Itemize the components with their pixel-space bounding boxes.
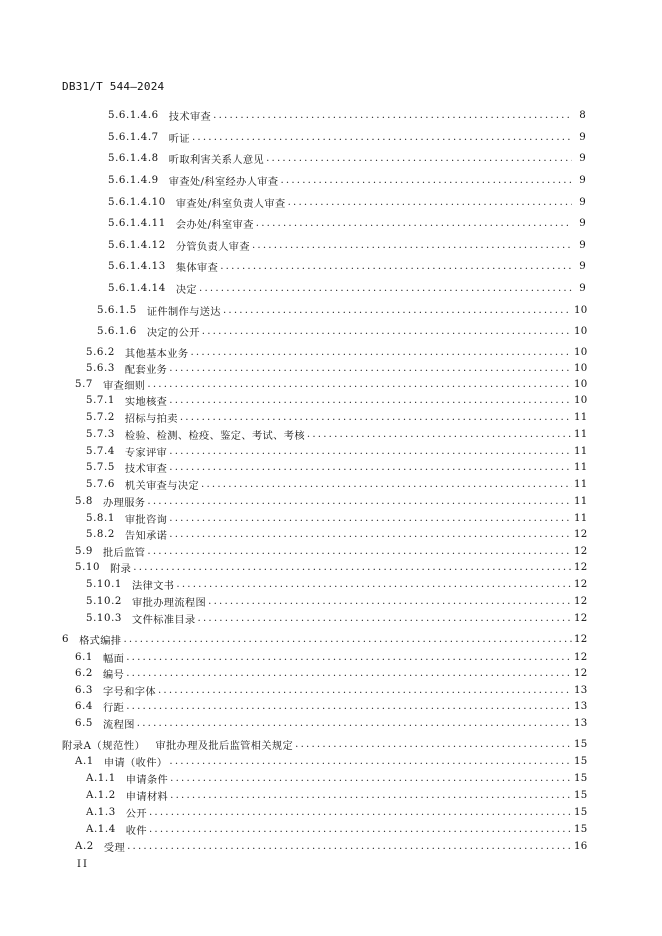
toc-entry[interactable] bbox=[86, 594, 586, 608]
toc-entry-page: 12 bbox=[574, 578, 588, 590]
dot-leader bbox=[149, 807, 572, 818]
toc-entry-page: 9 bbox=[579, 217, 586, 229]
toc-entry[interactable] bbox=[86, 444, 586, 458]
toc-entry-page: 13 bbox=[574, 684, 588, 696]
toc-entry[interactable] bbox=[75, 650, 586, 664]
toc-entry-title: 告知承诺 bbox=[124, 530, 168, 542]
toc-entry-number: A.1.2 bbox=[86, 789, 116, 801]
toc-entry[interactable] bbox=[108, 130, 586, 144]
toc-entry-number: 5.6.1.4.8 bbox=[108, 152, 159, 164]
toc-entry-title: 机关审查与决定 bbox=[124, 480, 200, 492]
dot-leader bbox=[170, 790, 572, 801]
dot-leader bbox=[149, 824, 572, 835]
toc-entry[interactable] bbox=[86, 805, 586, 819]
toc-entry-page: 9 bbox=[579, 174, 586, 186]
toc-entry[interactable] bbox=[75, 560, 586, 574]
toc-entry-number: 5.6.3 bbox=[86, 362, 115, 374]
toc-entry[interactable] bbox=[75, 716, 586, 730]
toc-entry-page: 11 bbox=[574, 495, 588, 507]
toc-entry-title: 听证 bbox=[168, 133, 190, 145]
toc-entry-title: 决定 bbox=[175, 284, 198, 296]
dot-leader bbox=[307, 429, 572, 440]
toc-entry-page: 12 bbox=[574, 633, 588, 645]
toc-entry-title: 实地核查 bbox=[124, 396, 168, 408]
dot-leader bbox=[170, 773, 572, 784]
toc-entry-page: 10 bbox=[574, 304, 588, 316]
toc-entry-title: 申请材料 bbox=[125, 791, 169, 803]
toc-entry-number: A.2 bbox=[75, 840, 94, 852]
toc-entry-number: A.1.4 bbox=[86, 823, 116, 835]
toc-entry-page: 11 bbox=[574, 478, 588, 490]
toc-entry-title: 审批办理流程图 bbox=[132, 597, 207, 609]
toc-entry-page: 15 bbox=[574, 823, 588, 835]
dot-leader bbox=[208, 596, 572, 607]
toc-entry-number: 5.6.1.4.7 bbox=[108, 131, 159, 143]
toc-entry-title: 幅面 bbox=[103, 653, 125, 665]
toc-entry-title: 申请（收件） bbox=[103, 757, 168, 769]
toc-entry-number: 5.6.1.5 bbox=[97, 304, 137, 316]
dot-leader bbox=[190, 347, 572, 358]
dot-leader bbox=[288, 197, 572, 208]
toc-entry-page: 15 bbox=[574, 772, 588, 784]
dot-leader bbox=[147, 496, 572, 507]
toc-entry-title: 审查处/科室经办人审查 bbox=[168, 176, 279, 188]
toc-entry[interactable] bbox=[75, 683, 586, 697]
dot-leader bbox=[169, 462, 572, 473]
dot-leader bbox=[256, 218, 572, 229]
toc-entry-title: 办理服务 bbox=[103, 497, 146, 509]
toc-entry-title: 编号 bbox=[103, 669, 125, 681]
toc-entry-page: 10 bbox=[574, 378, 588, 390]
toc-entry-title: 审批办理及批后监管相关规定 bbox=[155, 740, 294, 752]
dot-leader bbox=[198, 613, 572, 624]
toc-entry-page: 10 bbox=[574, 362, 588, 374]
toc-entry-title: 会办处/科室审查 bbox=[175, 219, 254, 231]
toc-entry-page: 9 bbox=[579, 196, 586, 208]
toc-entry-number: 5.10.3 bbox=[86, 612, 123, 624]
toc-entry-number: 6.2 bbox=[75, 667, 94, 679]
toc-entry-page: 16 bbox=[574, 840, 588, 852]
toc-entry-number: 5.7.1 bbox=[86, 394, 115, 406]
dot-leader bbox=[126, 668, 572, 679]
toc-entry[interactable] bbox=[86, 822, 586, 836]
dot-leader bbox=[199, 283, 572, 294]
toc-entry[interactable] bbox=[108, 238, 586, 252]
dot-leader bbox=[158, 685, 572, 696]
toc-entry-number: 5.7.5 bbox=[86, 461, 115, 473]
toc-entry[interactable] bbox=[108, 281, 586, 295]
toc-entry-title: 配套业务 bbox=[124, 364, 168, 376]
toc-entry-title: 受理 bbox=[103, 842, 126, 854]
toc-entry-page: 11 bbox=[574, 512, 588, 524]
dot-leader bbox=[180, 412, 572, 423]
toc-entry-title: 其他基本业务 bbox=[124, 348, 189, 360]
toc-entry[interactable] bbox=[108, 108, 586, 122]
toc-entry-number: 附录A（规范性） bbox=[62, 740, 146, 752]
toc-entry-title: 审批咨询 bbox=[124, 514, 168, 526]
toc-entry-title: 申请条件 bbox=[125, 774, 169, 786]
dot-leader bbox=[126, 652, 572, 663]
toc-entry-page: 13 bbox=[574, 717, 588, 729]
dot-leader bbox=[176, 579, 572, 590]
toc-entry-page: 9 bbox=[579, 131, 586, 143]
toc-entry-title: 格式编排 bbox=[79, 635, 122, 647]
toc-entry[interactable] bbox=[75, 544, 586, 558]
toc-entry-number: A.1.1 bbox=[86, 772, 116, 784]
toc-entry-page: 15 bbox=[574, 738, 588, 750]
toc-entry-number: 5.6.1.4.10 bbox=[108, 196, 166, 208]
toc-entry[interactable] bbox=[75, 699, 586, 713]
toc-entry[interactable] bbox=[86, 611, 586, 625]
toc-entry-page: 11 bbox=[574, 445, 588, 457]
toc-entry-page: 10 bbox=[574, 325, 588, 337]
toc-entry-title: 文件标准目录 bbox=[132, 614, 196, 626]
toc-entry-number: 5.7.3 bbox=[86, 428, 115, 440]
toc-entry-title: 招标与拍卖 bbox=[124, 413, 178, 425]
toc-entry-number: 5.7.6 bbox=[86, 478, 115, 490]
toc-entry[interactable] bbox=[97, 303, 586, 317]
toc-entry-page: 12 bbox=[574, 545, 588, 557]
toc-entry-title: 分管负责人审查 bbox=[175, 241, 250, 253]
toc-entry-number: 5.6.1.4.11 bbox=[108, 217, 166, 229]
toc-entry-title: 审查处/科室负责人审查 bbox=[175, 198, 286, 210]
toc-entry-number: 5.10 bbox=[75, 561, 101, 573]
toc-entry[interactable] bbox=[62, 737, 586, 751]
toc-entry-number: 5.6.1.4.12 bbox=[108, 239, 166, 251]
toc-entry-page: 12 bbox=[574, 612, 588, 624]
page-number-roman: II bbox=[77, 859, 89, 870]
dot-leader bbox=[169, 395, 572, 406]
toc-entry-title: 字号和字体 bbox=[103, 686, 156, 698]
dot-leader bbox=[213, 110, 572, 121]
toc-entry-page: 10 bbox=[574, 346, 588, 358]
toc-entry[interactable] bbox=[108, 195, 586, 209]
toc-entry[interactable] bbox=[86, 460, 586, 474]
toc-entry[interactable] bbox=[86, 771, 586, 785]
dot-leader bbox=[127, 841, 572, 852]
toc-entry-page: 12 bbox=[574, 561, 588, 573]
toc-entry-title: 公开 bbox=[125, 808, 147, 820]
toc-entry-page: 12 bbox=[574, 528, 588, 540]
toc-entry[interactable] bbox=[62, 632, 586, 646]
dot-leader bbox=[202, 326, 572, 337]
toc-entry-number: 5.8.2 bbox=[86, 528, 115, 540]
toc-entry-number: 5.7.2 bbox=[86, 411, 115, 423]
toc-entry-page: 10 bbox=[574, 394, 588, 406]
toc-entry-number: 5.6.1.4.13 bbox=[108, 260, 166, 272]
toc-entry-title: 集体审查 bbox=[175, 262, 219, 274]
dot-leader bbox=[266, 153, 572, 164]
toc-entry-number: 5.6.1.4.14 bbox=[108, 282, 166, 294]
toc-entry[interactable] bbox=[86, 410, 586, 424]
dot-leader bbox=[169, 529, 572, 540]
toc-entry-number: 6.1 bbox=[75, 651, 94, 663]
dot-leader bbox=[252, 240, 572, 251]
toc-entry-number: 5.6.1.4.6 bbox=[108, 109, 159, 121]
toc-entry-title: 法律文书 bbox=[132, 580, 175, 592]
toc-entry-page: 11 bbox=[574, 411, 588, 423]
toc-entry-title: 听取利害关系人意见 bbox=[168, 154, 265, 166]
document-code: DB31/T 544—2024 bbox=[62, 80, 165, 93]
toc-entry-number: 5.10.2 bbox=[86, 595, 123, 607]
toc-entry-title: 检验、检测、检疫、鉴定、考试、考核 bbox=[124, 430, 305, 442]
toc-entry[interactable] bbox=[86, 393, 586, 407]
toc-entry-page: 12 bbox=[574, 651, 588, 663]
toc-entry-number: 5.7.4 bbox=[86, 445, 115, 457]
toc-entry-number: 6 bbox=[62, 633, 70, 645]
toc-entry[interactable] bbox=[108, 216, 586, 230]
toc-entry[interactable] bbox=[108, 173, 586, 187]
dot-leader bbox=[192, 132, 572, 143]
toc-entry[interactable] bbox=[108, 151, 586, 165]
toc-entry-title: 批后监管 bbox=[103, 547, 146, 559]
toc-entry[interactable] bbox=[75, 494, 586, 508]
dot-leader bbox=[201, 479, 572, 490]
toc-entry-page: 11 bbox=[574, 461, 588, 473]
dot-leader bbox=[147, 379, 572, 390]
toc-entry-title: 收件 bbox=[125, 825, 147, 837]
toc-entry-title: 技术审查 bbox=[124, 463, 168, 475]
toc-entry[interactable] bbox=[75, 839, 586, 853]
toc-entry-title: 技术审查 bbox=[168, 111, 212, 123]
toc-entry-page: 9 bbox=[579, 260, 586, 272]
dot-leader bbox=[223, 305, 572, 316]
toc-entry-page: 15 bbox=[574, 789, 588, 801]
toc-entry[interactable] bbox=[75, 377, 586, 391]
toc-entry-title: 决定的公开 bbox=[146, 327, 200, 339]
toc-entry-number: 6.5 bbox=[75, 717, 94, 729]
toc-entry-number: 5.8 bbox=[75, 495, 94, 507]
toc-entry-page: 13 bbox=[574, 700, 588, 712]
dot-leader bbox=[137, 718, 572, 729]
toc-entry[interactable] bbox=[86, 345, 586, 359]
toc-entry-number: 5.10.1 bbox=[86, 578, 123, 590]
toc-entry-number: 5.6.1.4.9 bbox=[108, 174, 159, 186]
toc-entry[interactable] bbox=[75, 754, 586, 768]
dot-leader bbox=[169, 446, 572, 457]
toc-entry-title: 专家评审 bbox=[124, 447, 168, 459]
dot-leader bbox=[123, 634, 572, 645]
toc-entry-number: 5.6.1.6 bbox=[97, 325, 137, 337]
dot-leader bbox=[280, 175, 572, 186]
toc-entry-title: 附录 bbox=[110, 563, 132, 575]
toc-entry-page: 9 bbox=[579, 282, 586, 294]
dot-leader bbox=[169, 513, 572, 524]
toc-entry-page: 9 bbox=[579, 239, 586, 251]
dot-leader bbox=[220, 261, 572, 272]
toc-entry[interactable] bbox=[86, 511, 586, 525]
toc-entry-title: 证件制作与送达 bbox=[146, 306, 221, 318]
toc-entry[interactable] bbox=[86, 577, 586, 591]
toc-entry[interactable] bbox=[86, 477, 586, 491]
toc-entry-number: 6.4 bbox=[75, 700, 94, 712]
toc-entry[interactable] bbox=[86, 361, 586, 375]
toc-entry-page: 11 bbox=[574, 428, 588, 440]
dot-leader bbox=[133, 562, 572, 573]
dot-leader bbox=[169, 363, 572, 374]
toc-entry-title: 流程图 bbox=[103, 719, 135, 731]
toc-entry-page: 12 bbox=[574, 667, 588, 679]
toc-entry-number: A.1 bbox=[75, 755, 94, 767]
toc-entry-page: 12 bbox=[574, 595, 588, 607]
toc-entry[interactable] bbox=[97, 324, 586, 338]
toc-entry-page: 8 bbox=[579, 109, 586, 121]
toc-entry-number: 6.3 bbox=[75, 684, 94, 696]
toc-entry[interactable] bbox=[108, 259, 586, 273]
toc-entry[interactable] bbox=[86, 788, 586, 802]
toc-entry[interactable] bbox=[86, 527, 586, 541]
toc-entry-title: 审查细则 bbox=[103, 380, 146, 392]
dot-leader bbox=[147, 546, 572, 557]
toc-entry-title: 行距 bbox=[103, 702, 125, 714]
dot-leader bbox=[169, 756, 572, 767]
dot-leader bbox=[295, 739, 572, 750]
toc-entry-number: 5.6.2 bbox=[86, 346, 115, 358]
toc-entry[interactable] bbox=[75, 666, 586, 680]
toc-entry-page: 15 bbox=[574, 755, 588, 767]
toc-entry-number: 5.7 bbox=[75, 378, 94, 390]
toc-entry[interactable] bbox=[86, 427, 586, 441]
toc-entry-page: 9 bbox=[579, 152, 586, 164]
toc-entry-number: A.1.3 bbox=[86, 806, 116, 818]
toc-entry-page: 15 bbox=[574, 806, 588, 818]
toc-entry-number: 5.9 bbox=[75, 545, 94, 557]
dot-leader bbox=[126, 701, 572, 712]
toc-entry-number: 5.8.1 bbox=[86, 512, 115, 524]
